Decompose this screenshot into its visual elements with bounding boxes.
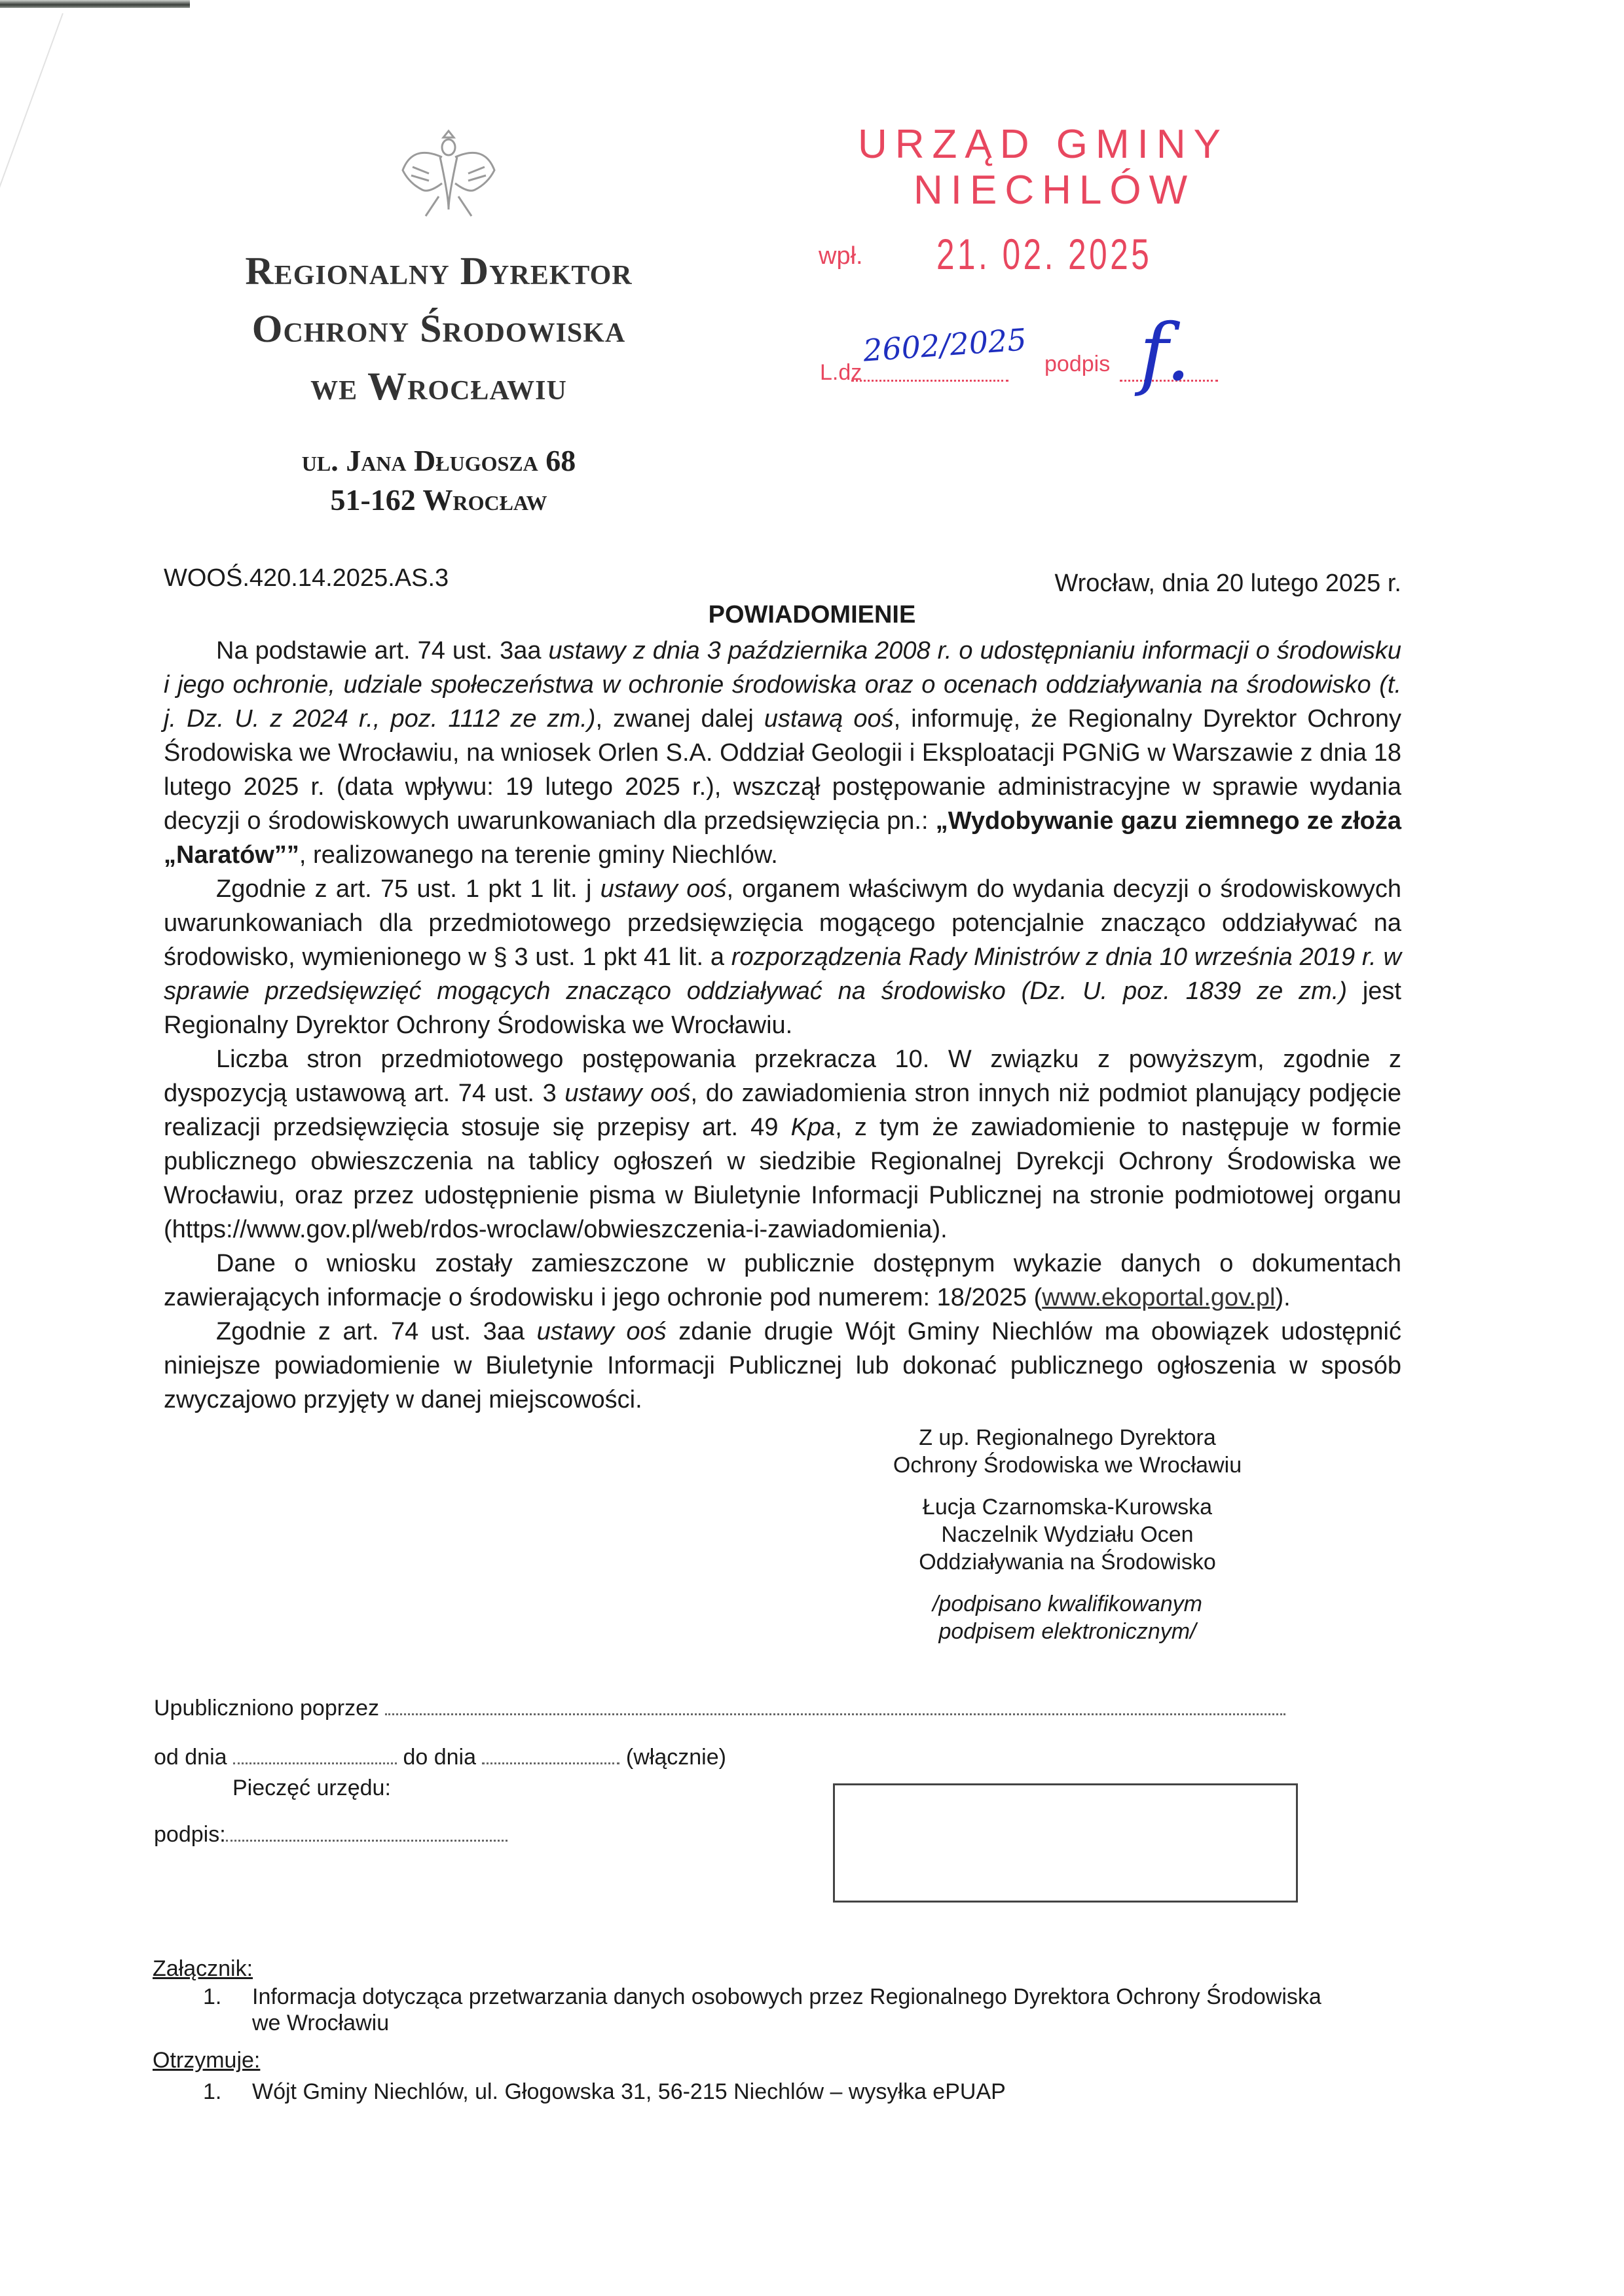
to-date-blank[interactable]	[482, 1762, 619, 1764]
stamp-received-date: 21. 02. 2025	[936, 230, 1153, 278]
case-reference: WOOŚ.420.14.2025.AS.3	[164, 564, 449, 592]
publication-period-field: od dnia do dnia (włącznie)	[154, 1745, 726, 1770]
signature-block	[851, 1424, 1283, 1660]
signature-authority-line: Ochrony Środowiska we Wrocławiu	[893, 1453, 1242, 1478]
paragraph-data-registry: Dane o wniosku zostały zamieszczone w publicznie dostępnym wykazie danych o dokumentach zawierających informacje o środowisku i jego ochronie pod numerem: 18/2025 (www.ekoportal.gov.pl).	[164, 1250, 1401, 1311]
signatory-name: Łucja Czarnomska-Kurowska	[922, 1495, 1213, 1520]
document-body	[164, 634, 1401, 1417]
stamp-ldz-dotted-line	[851, 380, 1008, 382]
paragraph-parties-notification: Liczba stron przedmiotowego postępowania przekracza 10. W związku z powyższym, zgodnie z dyspozycją ustawową art. 74 ust. 3 ustawy ooś, do zawiadomienia stron innych niż podmiot planujący podjęcie realizacji przedsięwzięcia stosuje się przepisy art. 49 Kpa, z tym że zawiadomienie to następuje w formie publicznego obwieszczenia na tablicy ogłoszeń w siedzibie Regionalnej Dyrekcji Ochrony Środowiska we Wrocławiu, oraz przez udostępnienie pisma w Biuletynie Informacji Publicznej na stronie podmiotowej organu (https://www.gov.pl/web/rdos-wroclaw/obwieszczenia-i-zawiadomienia).	[164, 1046, 1402, 1243]
document-title: POWIADOMIENIE	[708, 601, 916, 629]
e-signature-note: /podpisano kwalifikowanym	[932, 1592, 1202, 1616]
signature-blank[interactable]	[226, 1839, 507, 1842]
signature-authority-line: Z up. Regionalnego Dyrektora	[919, 1425, 1216, 1450]
published-via-field: Upubliczniono poprzez	[154, 1696, 1285, 1721]
published-via-blank[interactable]	[385, 1713, 1285, 1715]
stamp-office-line2: NIECHLÓW	[913, 168, 1196, 213]
e-signature-note: podpisem elektronicznym/	[938, 1619, 1196, 1644]
office-stamp-box[interactable]	[833, 1783, 1298, 1903]
authority-title-line: Ochrony Środowiska	[251, 307, 626, 350]
scan-line-artifact	[0, 13, 64, 333]
handwritten-ldz-number: 2602/2025	[862, 321, 1028, 369]
attachments-heading: Załącznik:	[153, 1956, 253, 1981]
stamp-office-line1: URZĄD GMINY	[858, 122, 1228, 167]
scan-edge-artifact	[0, 0, 190, 8]
office-stamp-label: Pieczęć urzędu:	[232, 1776, 391, 1800]
paragraph-competent-authority: Zgodnie z art. 75 ust. 1 pkt 1 lit. j ustawy ooś, organem właściwym do wydania decyzji o środowiskowych uwarunkowaniach dla przedmiotowego przedsięwzięcia mogącego potencjalnie znacząco oddziaływać na środowisko, wymienionego w § 3 ust. 1 pkt 41 lit. a rozporządzenia Rady Ministrów z dnia 10 września 2019 r. w sprawie przedsięwzięć mogących znacząco oddziaływać na środowisko (Dz. U. poz. 1839 ze zm.) jest Regionalny Dyrektor Ochrony Środowiska we Wrocławiu.	[164, 875, 1401, 1039]
from-date-blank[interactable]	[233, 1762, 397, 1764]
stamp-received-label: wpł.	[819, 242, 863, 270]
polish-eagle-emblem-icon	[393, 118, 504, 223]
authority-address-street: ul. Jana Długosza 68	[301, 444, 576, 477]
signatory-position: Naczelnik Wydziału Ocen	[941, 1522, 1194, 1547]
authority-title-line: we Wrocławiu	[310, 365, 567, 408]
recipients-heading: Otrzymuje:	[153, 2048, 261, 2073]
ekoportal-link[interactable]: www.ekoportal.gov.pl	[1042, 1284, 1276, 1311]
stamp-signature-label: podpis	[1044, 352, 1111, 376]
publication-signature-field: podpis:	[154, 1822, 507, 1848]
signatory-position: Oddziaływania na Środowisko	[919, 1550, 1216, 1575]
authority-header	[138, 242, 740, 520]
paragraph-mayor-obligation: Zgodnie z art. 74 ust. 3aa ustawy ooś zdanie drugie Wójt Gminy Niechlów ma obowiązek udostępnić niniejsze powiadomienie w Biuletynie Informacji Publicznej lub dokonać publicznego ogłoszenia w sposób zwyczajowo przyjęty w danej miejscowości.	[164, 1318, 1401, 1413]
authority-title-line: Regionalny Dyrektor	[245, 249, 633, 293]
authority-address-city: 51-162 Wrocław	[330, 483, 547, 517]
paragraph-legal-basis: Na podstawie art. 74 ust. 3aa ustawy z dnia 3 października 2008 r. o udostępnianiu informacji o środowisku i jego ochronie, udziale społeczeństwa w ochronie środowiska oraz o ocenach oddziaływania na środowisko (t. j. Dz. U. z 2024 r., poz. 1112 ze zm.), zwanej dalej ustawą ooś, informuję, że Regionalny Dyrektor Ochrony Środowiska we Wrocławiu, na wniosek Orlen S.A. Oddział Geologii i Eksploatacji PGNiG w Warszawie z dnia 18 lutego 2025 r. (data wpływu: 19 lutego 2025 r.), wszczął postępowanie administracyjne w sprawie wydania decyzji o środowiskowych uwarunkowaniach dla przedsięwzięcia pn.: „Wydobywanie gazu ziemnego ze złoża „Naratów””, realizowanego na terenie gminy Niechlów.	[164, 637, 1402, 869]
project-name: „Wydobywanie gazu ziemnego ze złoża „Naratów””	[164, 807, 1401, 869]
handwritten-initials: f.	[1139, 308, 1191, 399]
place-and-date: Wrocław, dnia 20 lutego 2025 r.	[1054, 570, 1401, 597]
stamp-ldz-label: L.dz	[820, 360, 862, 385]
